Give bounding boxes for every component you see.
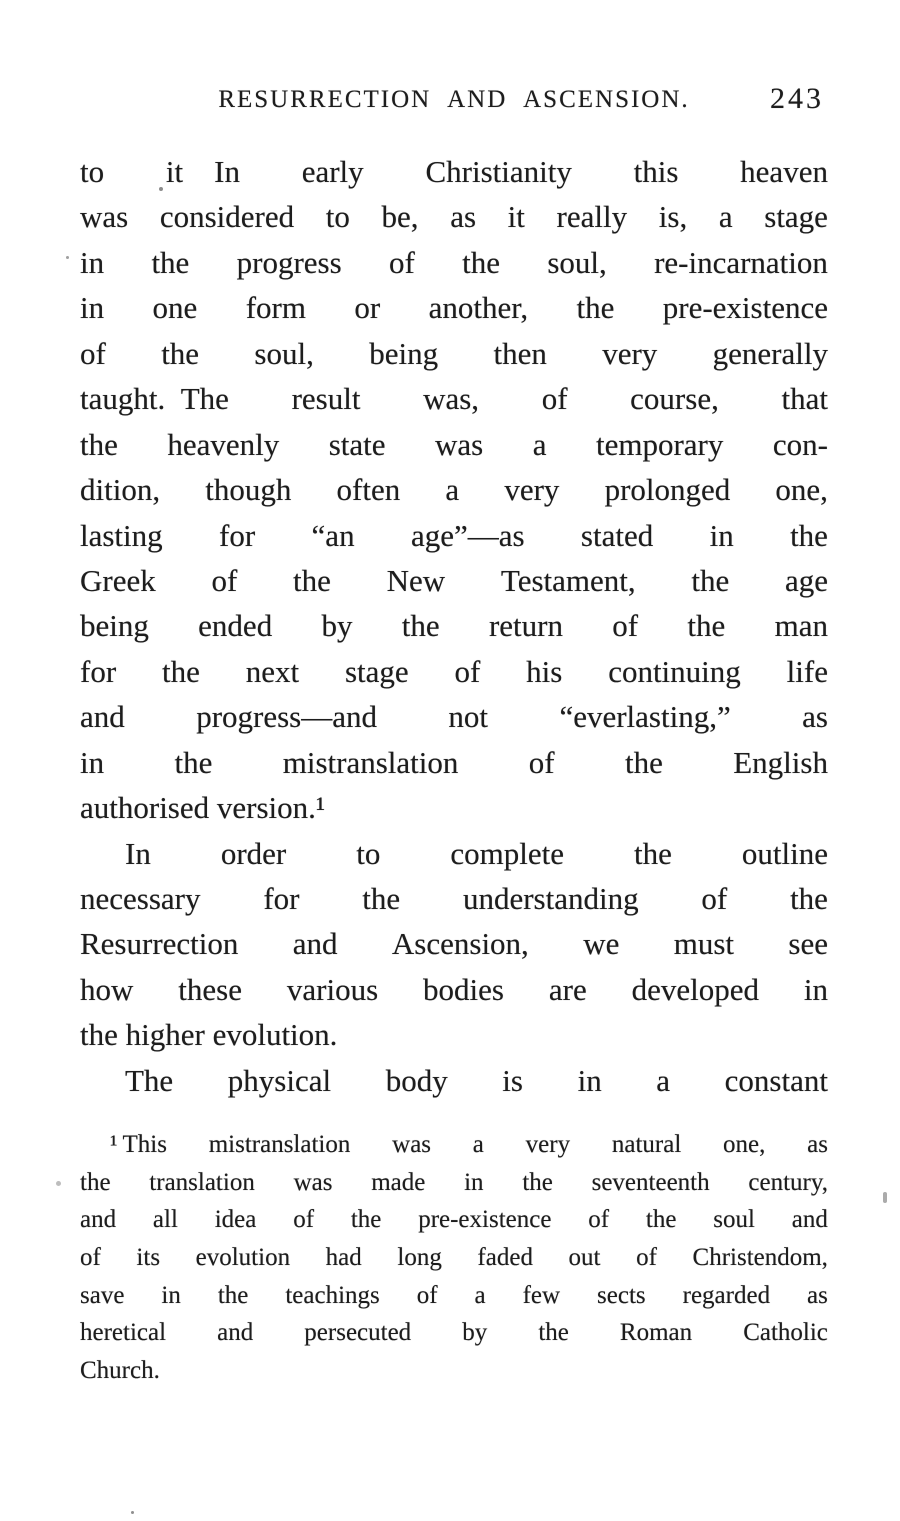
body-line: to it In early Christianity this heaven (80, 154, 828, 189)
body-line: of the soul, being then very generally (80, 335, 828, 371)
ink-speck (66, 256, 69, 259)
page-number: 243 (770, 82, 824, 115)
footnote-line: save in the teachings of a few sects regarded as (80, 1281, 828, 1309)
body-line: Greek of the New Testament, the age (80, 562, 828, 598)
body-line: authorised version.¹ (80, 790, 326, 826)
ink-speck (131, 1511, 134, 1514)
body-line: in the mistranslation of the English (80, 744, 828, 780)
body-line: Resurrection and Ascension, we must see (80, 926, 828, 962)
footnote-line: of its evolution had long faded out of Christendom, (80, 1244, 828, 1272)
body-line: for the next stage of his continuing life (80, 653, 828, 689)
body-line: the higher evolution. (80, 1017, 338, 1053)
running-header-title: RESURRECTION AND ASCENSION. (218, 86, 690, 113)
body-line: was considered to be, as it really is, a stage (80, 199, 828, 235)
body-line: lasting for “an age”—as stated in the (80, 517, 828, 553)
footnote-line: ¹ This mistranslation was a very natural one, as (110, 1131, 828, 1158)
ink-speck (159, 187, 163, 191)
footnote-text (80, 1126, 828, 1390)
body-line: dition, though often a very prolonged one, (80, 472, 828, 508)
footnote-line: the translation was made in the seventeenth century, (80, 1168, 828, 1196)
body-line: taught. The result was, of course, that (80, 381, 828, 417)
ink-speck (883, 1192, 887, 1203)
footnote-line: heretical and persecuted by the Roman Catholic (80, 1319, 828, 1347)
body-line: necessary for the understanding of the (80, 881, 828, 916)
body-line: how these various bodies are developed in (80, 971, 828, 1007)
body-line: the heavenly state was a temporary con- (80, 426, 828, 462)
body-line: in one form or another, the pre-existence (80, 290, 828, 326)
ink-speck (56, 1181, 61, 1186)
body-line: The physical body is in a constant (125, 1062, 828, 1098)
body-line: being ended by the return of the man (80, 608, 828, 644)
body-line: In order to complete the outline (125, 835, 828, 871)
footnote-line: Church. (80, 1357, 160, 1385)
body-line: in the progress of the soul, re-incarnation (80, 244, 828, 280)
body-text (80, 149, 828, 1103)
body-line: and progress—and not “everlasting,” as (80, 699, 828, 735)
running-header (80, 84, 828, 120)
footnote-line: and all idea of the pre-existence of the soul and (80, 1206, 828, 1234)
